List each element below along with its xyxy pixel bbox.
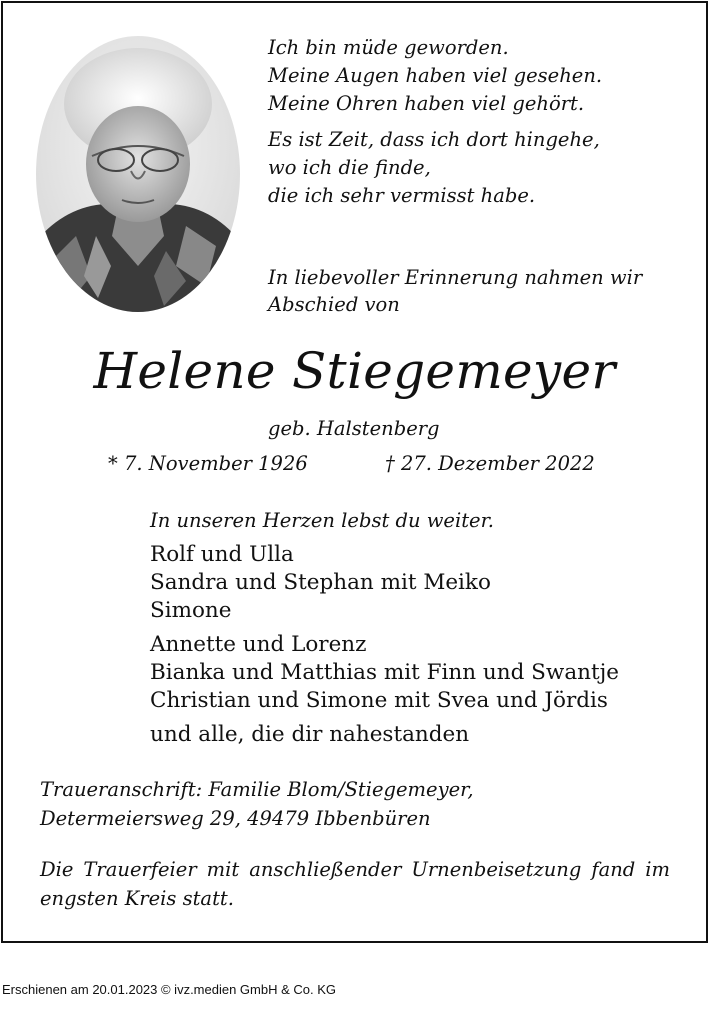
family-member: Annette und Lorenz: [150, 632, 367, 657]
intro-text: [268, 264, 642, 318]
family-member: Simone: [150, 598, 232, 623]
family-member: Bianka und Matthias mit Finn und Swantje: [150, 660, 620, 685]
poem-line: wo ich die finde,: [268, 156, 431, 179]
birth-date: * 7. November 1926: [108, 452, 308, 475]
poem-line: Es ist Zeit, dass ich dort hingehe,: [268, 128, 600, 151]
death-date: † 27. Dezember 2022: [385, 452, 595, 475]
family-motto: In unseren Herzen lebst du weiter.: [150, 509, 494, 532]
family-others: und alle, die dir nahestanden: [150, 722, 470, 747]
intro-line: In liebevoller Erinnerung nahmen wir: [268, 266, 643, 289]
poem-line: Ich bin müde geworden.: [268, 36, 509, 59]
mourning-address: [40, 775, 474, 833]
birth-name: geb. Halstenberg: [268, 417, 440, 440]
deceased-name: Helene Stiegemeyer: [93, 342, 616, 400]
service-notice: Die Trauerfeier mit anschließender Urnenbeisetzung fand im engsten Kreis statt.: [40, 858, 670, 910]
portrait-photo: [36, 36, 240, 312]
portrait-image: [36, 36, 240, 312]
poem-line: die ich sehr vermisst habe.: [268, 184, 536, 207]
address-line-2: Determeiersweg 29, 49479 Ibbenbüren: [40, 807, 431, 830]
poem-line: Meine Augen haben viel gesehen.: [268, 64, 603, 87]
family-member: Rolf und Ulla: [150, 542, 294, 567]
family-section: [150, 507, 619, 749]
family-member: Sandra und Stephan mit Meiko: [150, 570, 491, 595]
address-line-1: Traueranschrift: Familie Blom/Stiegemeyer,: [40, 778, 474, 801]
publication-footer: Erschienen am 20.01.2023 © ivz.medien GmbH & Co. KG: [2, 982, 337, 997]
poem: [268, 34, 602, 210]
intro-line: Abschied von: [268, 293, 400, 316]
poem-line: Meine Ohren haben viel gehört.: [268, 92, 585, 115]
family-member: Christian und Simone mit Svea und Jördis: [150, 688, 608, 713]
